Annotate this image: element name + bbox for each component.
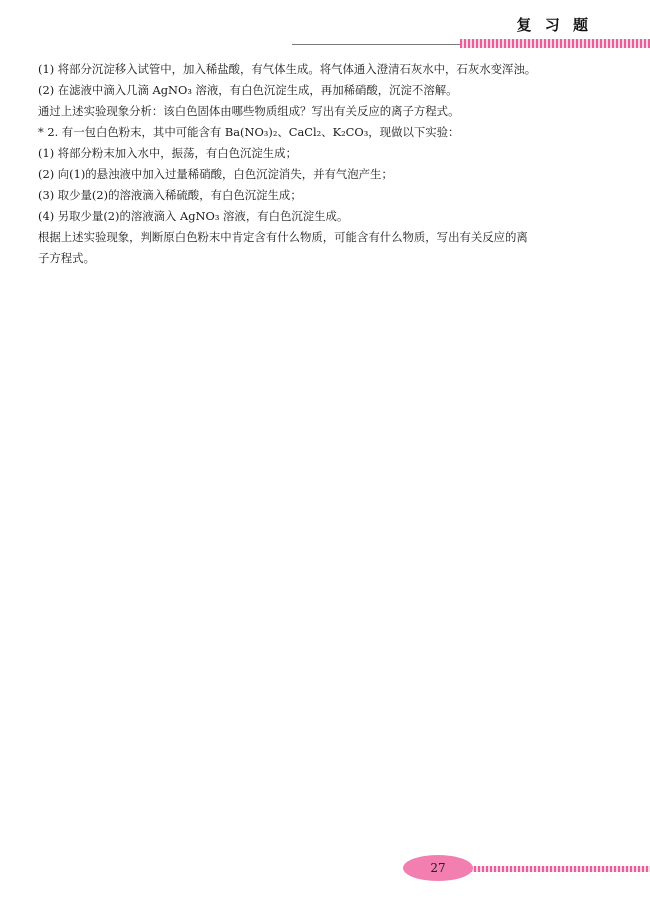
header-pink-stripe (460, 39, 650, 48)
problem-2-statement: * 2. 有一包白色粉末，其中可能含有 Ba(NO₃)₂、CaCl₂、K₂CO₃，现做以下实验： (38, 125, 460, 139)
conclusion-question-cont: 子方程式。 (38, 251, 95, 265)
experiment-step-2: (2) 向(1)的悬浊液中加入过量稀硝酸，白色沉淀消失，并有气泡产生； (38, 167, 393, 181)
page-number-badge (403, 855, 473, 881)
step-line-2: (2) 在滤液中滴入几滴 AgNO₃ 溶液，有白色沉淀生成，再加稀硝酸，沉淀不溶解。 (38, 83, 458, 97)
question-line: 通过上述实验现象分析：该白色固体由哪些物质组成？写出有关反应的离子方程式。 (38, 104, 460, 118)
conclusion-question: 根据上述实验现象，判断原白色粉末中肯定含有什么物质，可能含有什么物质，写出有关反应的离 (38, 230, 528, 244)
experiment-step-1: (1) 将部分粉末加入水中，振荡，有白色沉淀生成； (38, 146, 297, 160)
exercise-content (38, 59, 620, 269)
step-line-1: (1) 将部分沉淀移入试管中，加入稀盐酸，有气体生成。将气体通入澄清石灰水中，石灰水变浑浊。 (38, 62, 537, 76)
experiment-step-4: (4) 另取少量(2)的溶液滴入 AgNO₃ 溶液，有白色沉淀生成。 (38, 209, 349, 223)
header-divider-line (292, 44, 460, 45)
page-header-title: 复 习 题 (516, 16, 592, 34)
footer-pink-stripe (470, 866, 650, 872)
page-number: 27 (430, 861, 446, 875)
experiment-step-3: (3) 取少量(2)的溶液滴入稀硫酸，有白色沉淀生成； (38, 188, 302, 202)
